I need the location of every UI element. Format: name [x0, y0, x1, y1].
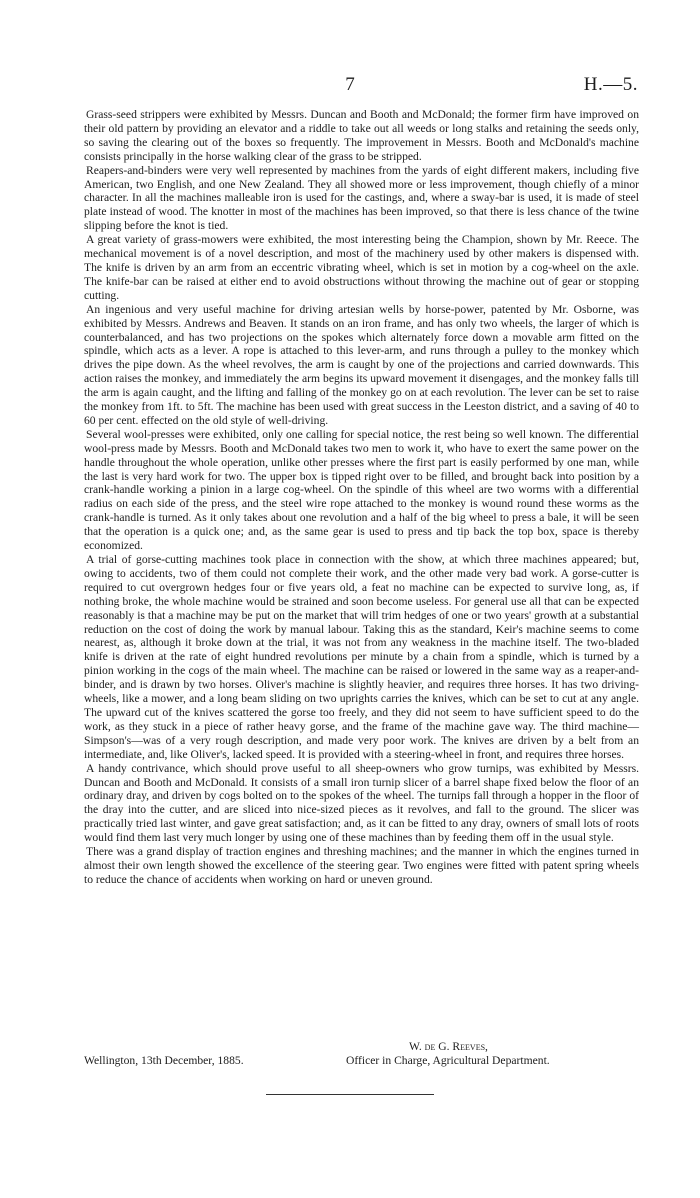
paragraph-gorse-cutting: A trial of gorse-cutting machines took place in connection with the show, at which three machines appeared; but, owing to accidents, two of them could not complete their work, and the other made very bad work. A gorse-cutter is required to cut overgrown hedges four or five years old, a feat no machine can be expected to survive long, as, if nothing broke, the whole machine would be strained and soon become useless. For general use all that can be expected reasonably is that a machine may be put on the market that will trim hedges of one or two years' growth at a substantial reduction on the cost of doing the work by manual labour. Taking this as the standard, Keir's machine seems to come nearest, as, although it broke down at the trial, it was not from any weakness in the machine itself. The two-bladed knife is driven at the rate of eight hundred revolutions per minute by a chain from a spindle, which is turned by a pinion working in the cogs of the main wheel. The machine can be raised or lowered in the same way as a reaper-and-binder, and is drawn by two horses. Oliver's machine is slightly heavier, and requires three horses. It has two driving-wheels, like a mower, and a long beam sliding on two uprights carries the knives, which can be set to cut at any angle. The upward cut of the knives scattered the gorse too freely, and they did not seem to have sufficient speed to do the work, as they stuck in a piece of rather heavy gorse, and the frame of the machine gave way. The third machine—Simpson's—was of a very rough description, and made very poor work. The knives are driven by a belt from an intermediate, and, like Oliver's, lacked speed. It is provided with a steering-wheel in front, and requires three horses. — [84, 553, 639, 761]
paragraph-artesian-well-machine: An ingenious and very useful machine for driving artesian wells by horse-power, patented by Mr. Osborne, was exhibited by Messrs. Andrews and Beaven. It stands on an iron frame, and has only two wheels, the larger of which is counterbalanced, and has two projections on the spokes which alternately force down a movable arm fitted on the spindle, which acts as a lever. A rope is attached to this lever-arm, and runs through a pulley to the monkey which drives the pipe down. As the wheel revolves, the arm is caught by one of the projections and carried downwards. This action raises the monkey, and immediately the arm begins its upward movement it disengages, and the monkey falls till the arm is again caught, and the lifting and falling of the monkey go on at each revolution. The lever can be set to raise the monkey from 1ft. to 5ft. The machine has been used with great success in the Leeston district, and a saving of 40 to 60 per cent. effected on the old style of well-driving. — [84, 302, 639, 427]
document-reference: H.—5. — [583, 74, 638, 95]
report-body — [84, 108, 639, 887]
closing-rule — [266, 1094, 434, 1095]
paragraph-wool-presses: Several wool-presses were exhibited, only one calling for special notice, the rest being so well known. The differential wool-press made by Messrs. Booth and McDonald takes two men to work it, who have to exert the same power on the handle throughout the whole operation, unlike other presses where the first part is easily performed by one man, while the last is very hard work for two. The upper box is tipped right over to be filled, and brought back into position by a crank-handle working a pinion in a large cog-wheel. On the spindle of this wheel are two worms with a differential radius on each side of the press, and the steel wire rope attached to the monkey is wound round these worms as the crank-handle is turned. As it only takes about one revolution and a half of the big wheel to press a bale, it will be seen that the operation is a quick one; and, as the same gear is used to press and tip back the top box, space is thereby economized. — [84, 427, 639, 553]
paragraph-grass-seed-strippers: Grass-seed strippers were exhibited by Messrs. Duncan and Booth and McDonald; the former firm have improved on their old pattern by providing an elevator and a riddle to take out all weeds or long stalks and retaining the seeds only, so saving the clearing out of the boxes so frequently. The improvement in Messrs. Booth and McDonald's machine consists principally in the horse walking clear of the grass to be stripped. — [84, 108, 639, 163]
paragraph-turnip-slicer: A handy contrivance, which should prove useful to all sheep-owners who grow turnips, was exhibited by Messrs. Duncan and Booth and McDonald. It consists of a small iron turnip slicer of a barrel shape fixed below the floor of an ordinary dray, and driven by cogs bolted on to the spokes of the wheel. The turnips fall through a hopper in the floor of the dray into the cutter, and are sliced into nice-sized pieces as it revolves, and fall to the ground. The slicer was practically tried last winter, and gave great satisfaction; and, as it can be fitted to any dray, owners of small lots of roots would find them last very much longer by using one of these machines than by feeding them off in the usual style. — [84, 761, 639, 845]
signatory-title: Officer in Charge, Agricultural Department. — [346, 1054, 550, 1067]
paragraph-reapers-and-binders: Reapers-and-binders were very well represented by machines from the yards of eight different makers, including five American, two English, and one New Zealand. They all showed more or less improvement, though chiefly of a minor character. In all the machines malleable iron is used for the castings, and, where a sway-bar is used, it is made of steel plate instead of wood. The knotter in most of the machines has been improved, so that there is less chance of the twine slipping before the knot is tied. — [84, 163, 639, 233]
signatory-name: W. de G. Reeves, — [409, 1040, 488, 1053]
paragraph-grass-mowers: A great variety of grass-mowers were exhibited, the most interesting being the Champion, shown by Mr. Reece. The mechanical movement is of a novel description, and most of the machinery used by other makers is dispensed with. The knife is driven by an arm from an eccentric vibrating wheel, which is set in motion by a cog-wheel on the axle. The knife-bar can be raised at either end to avoid obstructions without throwing the machine out of gear or stopping cutting. — [84, 233, 639, 302]
paragraph-traction-engines: There was a grand display of traction engines and threshing machines; and the manner in which the engines turned in almost their own length showed the excellence of the steering gear. Two engines were fitted with patent spring wheels to reduce the chance of accidents when working on hard or uneven ground. — [84, 845, 639, 886]
page-number: 7 — [345, 74, 355, 95]
place-and-date: Wellington, 13th December, 1885. — [84, 1054, 244, 1067]
